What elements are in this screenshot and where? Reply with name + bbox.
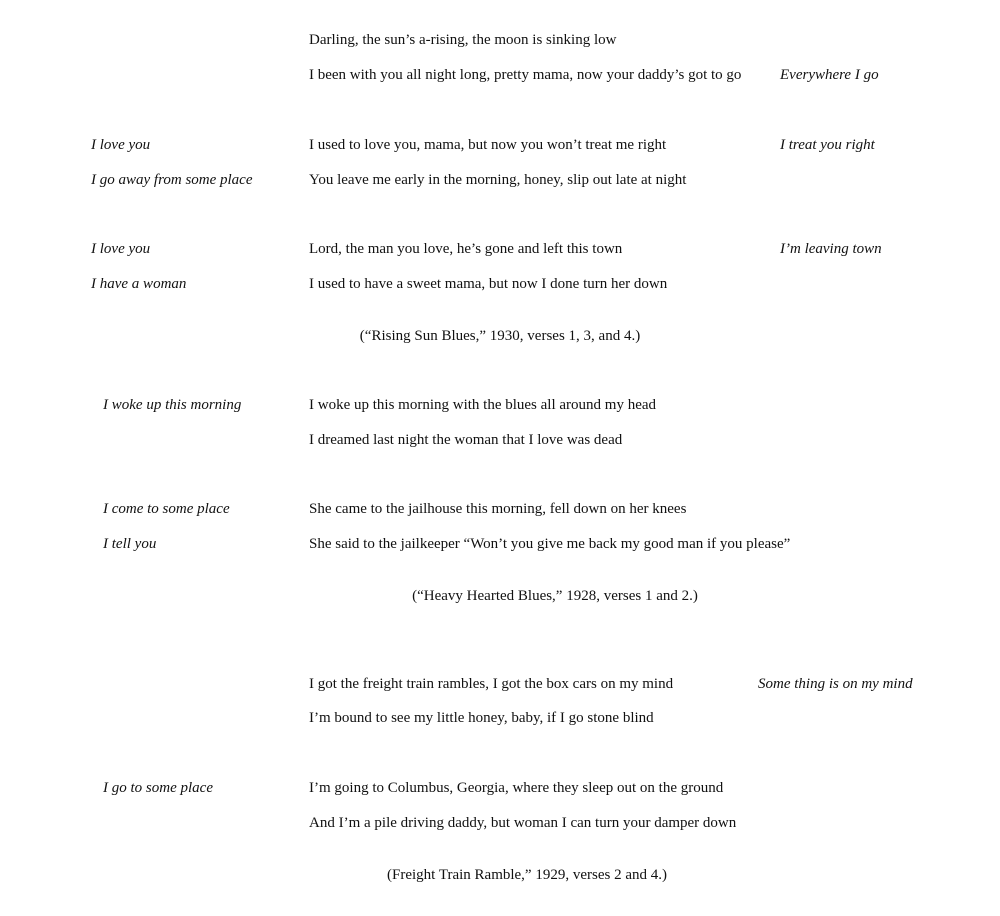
lyric-line: I dreamed last night the woman that I love was dead	[309, 432, 623, 448]
lyric-line: Lord, the man you love, he’s gone and left this town	[309, 241, 623, 257]
gloss-left: I woke up this morning	[103, 397, 242, 413]
lyric-line: I used to love you, mama, but now you won’t treat me right	[309, 137, 667, 153]
song-citation: (“Heavy Hearted Blues,” 1928, verses 1 and 2.)	[412, 588, 698, 604]
lyric-line: I been with you all night long, pretty mama, now your daddy’s got to go	[309, 67, 742, 83]
gloss-left: I come to some place	[103, 501, 230, 517]
gloss-right: Some thing is on my mind	[758, 676, 913, 692]
lyric-line: I’m bound to see my little honey, baby, if I go stone blind	[309, 710, 654, 726]
lyric-line: Darling, the sun’s a-rising, the moon is sinking low	[309, 32, 617, 48]
gloss-left: I go away from some place	[91, 172, 253, 188]
gloss-right: I’m leaving town	[780, 241, 882, 257]
gloss-right: Everywhere I go	[780, 67, 879, 83]
gloss-right: I treat you right	[780, 137, 875, 153]
gloss-left: I love you	[91, 137, 151, 153]
lyric-line: I used to have a sweet mama, but now I done turn her down	[309, 276, 668, 292]
gloss-left: I go to some place	[103, 780, 213, 796]
song-citation: (Freight Train Ramble,” 1929, verses 2 and 4.)	[387, 867, 667, 883]
gloss-left: I love you	[91, 241, 151, 257]
lyric-line: I got the freight train rambles, I got the box cars on my mind	[309, 676, 674, 692]
song-citation: (“Rising Sun Blues,” 1930, verses 1, 3, and 4.)	[359, 328, 641, 344]
lyric-line: And I’m a pile driving daddy, but woman I can turn your damper down	[309, 815, 737, 831]
lyric-line: I woke up this morning with the blues all around my head	[309, 397, 657, 413]
lyric-line: You leave me early in the morning, honey, slip out late at night	[309, 172, 687, 188]
gloss-left: I tell you	[103, 536, 157, 552]
gloss-left: I have a woman	[91, 276, 187, 292]
lyric-line: She said to the jailkeeper “Won’t you give me back my good man if you please”	[309, 536, 791, 552]
lyric-line: I’m going to Columbus, Georgia, where they sleep out on the ground	[309, 780, 724, 796]
lyric-line: She came to the jailhouse this morning, fell down on her knees	[309, 501, 687, 517]
